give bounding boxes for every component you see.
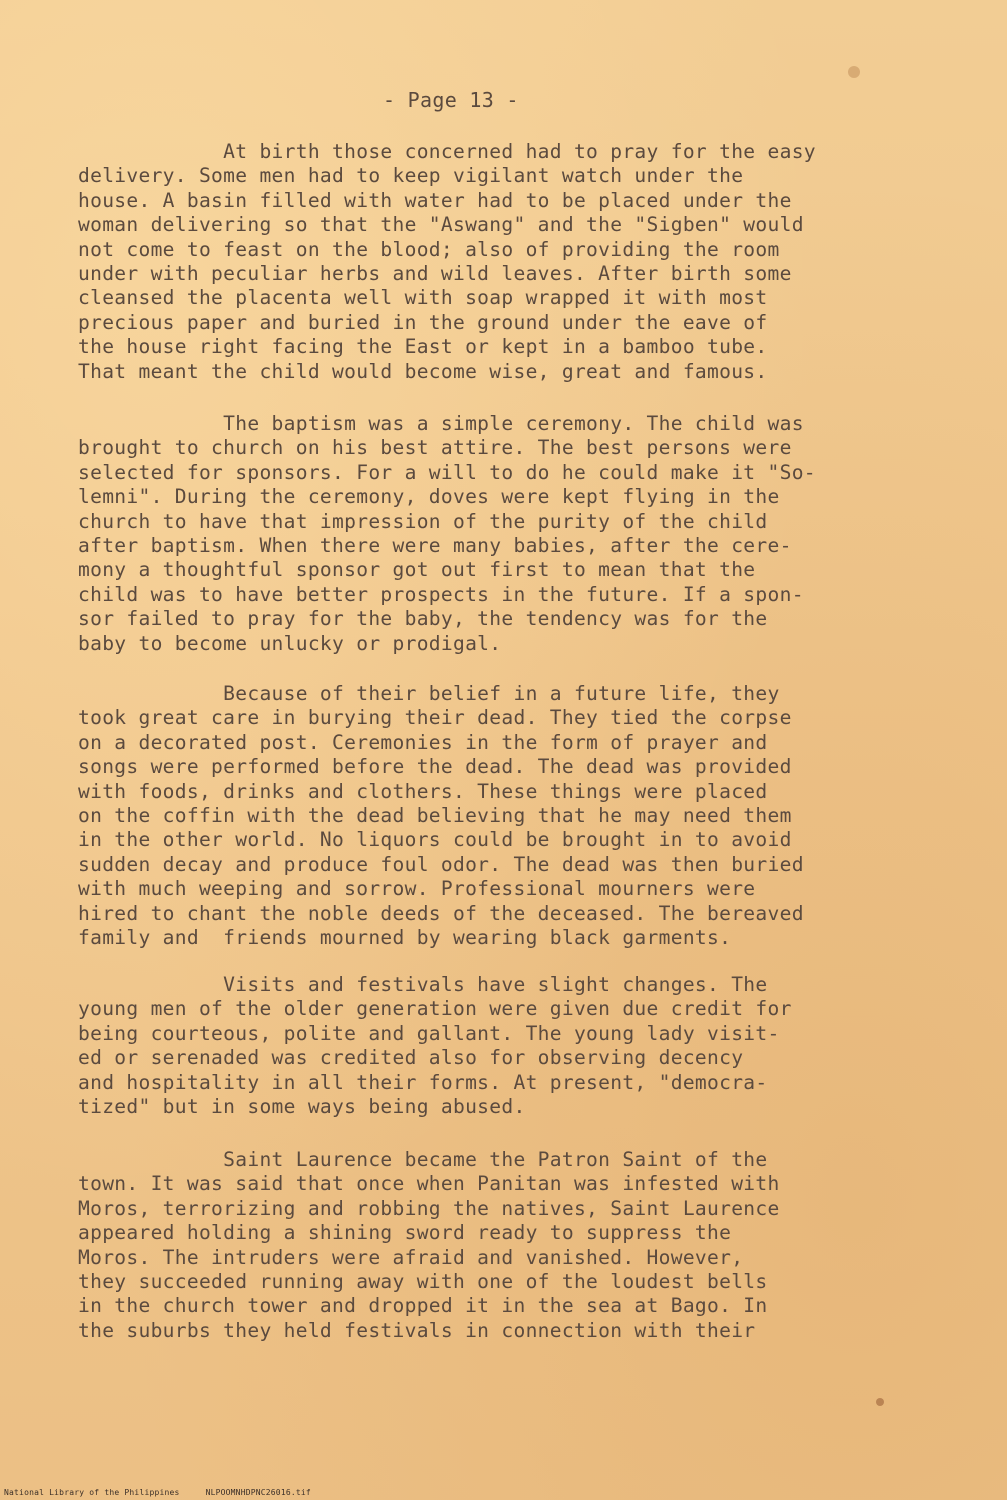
text-line: Moros. The intruders were afraid and vanished. However, (78, 1245, 744, 1269)
text-line: on the coffin with the dead believing that he may need them (78, 804, 792, 827)
paper-stain (848, 66, 860, 78)
page-number-header: - Page 13 - (383, 88, 519, 112)
text-line: church to have that impression of the purity of the child (78, 509, 768, 533)
text-line: town. It was said that once when Panitan was infested with (78, 1172, 780, 1196)
text-line: with much weeping and sorrow. Professional mourners were (78, 877, 756, 901)
text-line: Visits and festivals have slight changes. The (78, 973, 768, 996)
text-line: mony a thoughtful sponsor got out first to mean that the (78, 558, 756, 582)
text-line: child was to have better prospects in the future. If a spon- (78, 582, 804, 606)
text-line: tized" but in some ways being abused. (78, 1095, 526, 1118)
footer-file-name: NLPOOMNHDPNC26016.tif (205, 1488, 311, 1497)
text-line: under with peculiar herbs and wild leaves. After birth some (78, 262, 792, 285)
text-line: appeared holding a shining sword ready to suppress the (78, 1221, 732, 1245)
text-line: That meant the child would become wise, great and famous. (78, 359, 768, 383)
text-line: house. A basin filled with water had to be placed under the (78, 188, 792, 212)
text-line: being courteous, polite and gallant. The young lady visit- (78, 1021, 780, 1045)
text-line: baby to become unlucky or prodigal. (78, 631, 502, 655)
text-line: after baptism. When there were many babies, after the cere- (78, 534, 792, 557)
text-line: precious paper and buried in the ground under the eave of (78, 310, 768, 334)
text-line: sudden decay and produce foul odor. The dead was then buried (78, 852, 804, 876)
text-line: cleansed the placenta well with soap wrapped it with most (78, 286, 768, 310)
text-line: delivery. Some men had to keep vigilant watch under the (78, 164, 744, 188)
text-line: the suburbs they held festivals in connection with their (78, 1318, 756, 1342)
text-line: ed or serenaded was credited also for observing decency (78, 1046, 744, 1070)
text-line: young men of the older generation were given due credit for (78, 997, 792, 1021)
text-line: selected for sponsors. For a will to do he could make it "So- (78, 460, 816, 484)
text-line: hired to chant the noble deeds of the deceased. The bereaved (78, 901, 804, 925)
text-line: they succeeded running away with one of the loudest bells (78, 1270, 768, 1293)
text-line: brought to church on his best attire. The best persons were (78, 436, 792, 460)
text-line: Moros, terrorizing and robbing the natives, Saint Laurence (78, 1196, 780, 1220)
footer-library-name: National Library of the Philippines (4, 1488, 180, 1497)
text-line: Because of their belief in a future life, they (78, 682, 780, 705)
text-line: and hospitality in all their forms. At present, "democra- (78, 1070, 768, 1094)
text-line: At birth those concerned had to pray for the easy (78, 140, 816, 163)
text-line: sor failed to pray for the baby, the tendency was for the (78, 607, 768, 631)
text-line: not come to feast on the blood; also of providing the room (78, 237, 780, 261)
text-line: The baptism was a simple ceremony. The child was (78, 412, 804, 435)
text-line: family and friends mourned by wearing black garments. (78, 926, 732, 949)
text-line: the house right facing the East or kept in a bamboo tube. (78, 335, 768, 359)
text-line: lemni". During the ceremony, doves were kept flying in the (78, 485, 780, 509)
text-line: songs were performed before the dead. The dead was provided (78, 755, 792, 779)
text-line: woman delivering so that the "Aswang" and the "Sigben" would (78, 213, 804, 237)
text-line: took great care in burying their dead. They tied the corpse (78, 706, 792, 730)
text-line: in the other world. No liquors could be brought in to avoid (78, 828, 792, 852)
text-line: Saint Laurence became the Patron Saint of the (78, 1148, 768, 1171)
scan-footer (4, 1488, 337, 1497)
paper-stain (876, 1398, 884, 1406)
text-line: in the church tower and dropped it in the sea at Bago. In (78, 1294, 768, 1318)
text-line: on a decorated post. Ceremonies in the form of prayer and (78, 730, 768, 754)
text-line: with foods, drinks and clothers. These things were placed (78, 779, 768, 803)
